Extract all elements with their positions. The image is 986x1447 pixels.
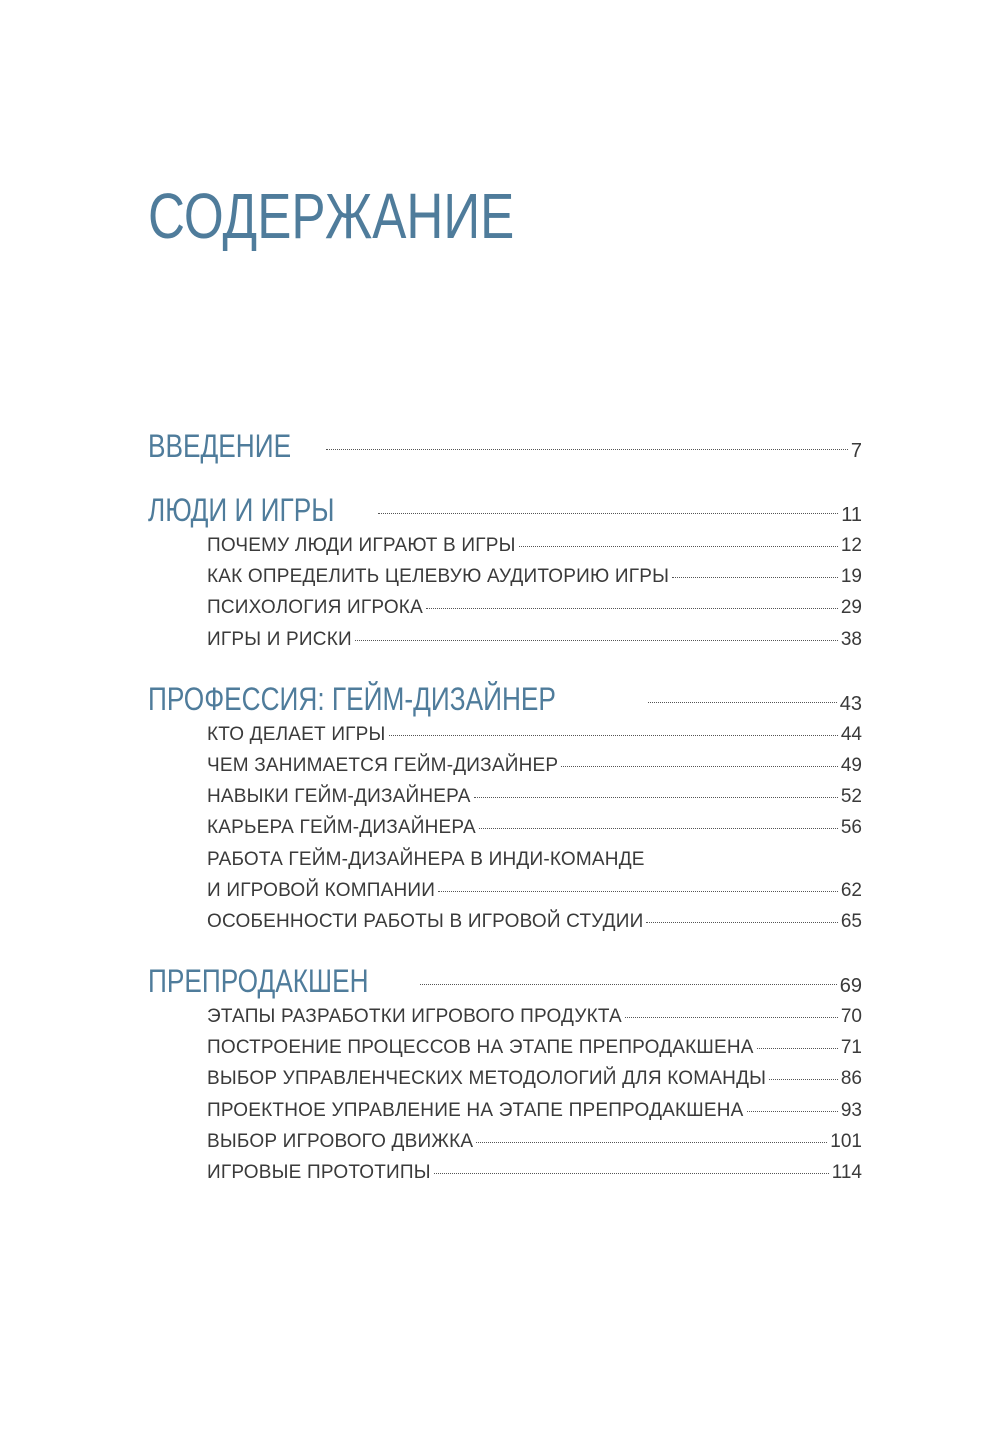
dot-leader	[326, 449, 848, 450]
toc-section-introduction	[148, 426, 862, 466]
toc-item[interactable]	[148, 1157, 862, 1188]
toc-item-label: И ИГРОВОЙ КОМПАНИИ	[207, 879, 436, 901]
toc-item[interactable]	[148, 1126, 862, 1157]
toc-item-first-line[interactable]	[148, 844, 862, 875]
toc-item[interactable]	[148, 530, 862, 561]
toc-chapter[interactable]	[148, 961, 862, 1001]
toc-section-people-and-games	[148, 490, 862, 655]
toc-page-number: 114	[831, 1162, 862, 1183]
page-title: СОДЕРЖАНИЕ	[148, 180, 515, 252]
toc-item-label: ЧЕМ ЗАНИМАЕТСЯ ГЕЙМ-ДИЗАЙНЕР	[207, 754, 559, 776]
table-of-contents	[148, 426, 862, 1212]
toc-item[interactable]	[148, 624, 862, 655]
toc-page-number: 101	[830, 1130, 862, 1152]
dot-leader	[420, 984, 837, 985]
toc-item-label: ПОСТРОЕНИЕ ПРОЦЕССОВ НА ЭТАПЕ ПРЕПРОДАКШЕНА	[207, 1037, 754, 1059]
toc-page-number: 71	[840, 1037, 862, 1059]
toc-item-label: КТО ДЕЛАЕТ ИГРЫ	[207, 723, 386, 745]
toc-page-number: 65	[840, 910, 862, 932]
toc-item[interactable]	[148, 781, 862, 812]
toc-item[interactable]	[148, 750, 862, 781]
dot-leader	[648, 702, 836, 703]
toc-item-label: ВЫБОР УПРАВЛЕНЧЕСКИХ МЕТОДОЛОГИЙ ДЛЯ КОМАНДЫ	[207, 1068, 767, 1090]
toc-page-number: 70	[840, 1006, 862, 1028]
dot-leader	[757, 1048, 838, 1049]
toc-page-number: 86	[840, 1068, 862, 1090]
toc-chapter-label: ЛЮДИ И ИГРЫ	[148, 492, 335, 528]
toc-page-number: 93	[840, 1099, 862, 1121]
toc-item[interactable]	[148, 561, 862, 592]
toc-item[interactable]	[148, 1001, 862, 1032]
toc-page-number: 69	[839, 975, 862, 998]
toc-item-label: РАБОТА ГЕЙМ-ДИЗАЙНЕРА В ИНДИ-КОМАНДЕ	[207, 848, 645, 870]
toc-page-number: 43	[839, 692, 862, 715]
dot-leader	[479, 828, 838, 829]
toc-page-number: 49	[840, 754, 862, 776]
dot-leader	[378, 513, 838, 514]
toc-page-number: 11	[841, 504, 862, 526]
toc-item-label: ИГРЫ И РИСКИ	[207, 628, 352, 650]
dot-leader	[434, 1173, 829, 1174]
dot-leader	[769, 1079, 838, 1080]
toc-chapter-label: ПРОФЕССИЯ: ГЕЙМ-ДИЗАЙНЕР	[148, 680, 556, 717]
toc-chapter-label: ПРЕПРОДАКШЕН	[148, 963, 369, 1000]
toc-chapter-label: ВВЕДЕНИЕ	[148, 428, 292, 464]
toc-page-number: 38	[840, 628, 862, 650]
dot-leader	[672, 577, 838, 578]
toc-page-number: 19	[840, 566, 862, 588]
toc-item-label: ПРОЕКТНОЕ УПРАВЛЕНИЕ НА ЭТАПЕ ПРЕПРОДАКШЕНА	[207, 1099, 744, 1121]
dot-leader	[519, 546, 838, 547]
toc-section-profession	[148, 679, 862, 937]
toc-item-label: ПОЧЕМУ ЛЮДИ ИГРАЮТ В ИГРЫ	[207, 535, 516, 556]
toc-page-number: 56	[840, 817, 862, 839]
toc-item-label: ОСОБЕННОСТИ РАБОТЫ В ИГРОВОЙ СТУДИИ	[207, 910, 644, 932]
toc-page-number: 44	[840, 723, 862, 745]
toc-item-label: ЭТАПЫ РАЗРАБОТКИ ИГРОВОГО ПРОДУКТА	[207, 1006, 622, 1028]
toc-page-number: 12	[840, 535, 862, 556]
toc-item[interactable]	[148, 1095, 862, 1126]
toc-item[interactable]	[148, 875, 862, 906]
dot-leader	[747, 1111, 838, 1112]
toc-item[interactable]	[148, 719, 862, 750]
toc-item[interactable]	[148, 592, 862, 623]
toc-page-number: 7	[850, 440, 862, 462]
toc-item-label: НАВЫКИ ГЕЙМ-ДИЗАЙНЕРА	[207, 786, 471, 808]
toc-item[interactable]	[148, 812, 862, 843]
toc-item-label: КАРЬЕРА ГЕЙМ-ДИЗАЙНЕРА	[207, 817, 476, 839]
toc-item[interactable]	[148, 1032, 862, 1063]
toc-item-label: ВЫБОР ИГРОВОГО ДВИЖКА	[207, 1130, 474, 1152]
dot-leader	[426, 608, 838, 609]
toc-item[interactable]	[148, 1063, 862, 1094]
toc-page-number: 29	[840, 597, 862, 619]
toc-item-label: ПСИХОЛОГИЯ ИГРОКА	[207, 597, 423, 619]
dot-leader	[646, 922, 837, 923]
toc-page-number: 62	[840, 879, 862, 901]
dot-leader	[389, 735, 838, 736]
dot-leader	[625, 1017, 838, 1018]
toc-chapter[interactable]	[148, 679, 862, 719]
toc-section-preproduction	[148, 961, 862, 1188]
toc-chapter[interactable]	[148, 490, 862, 530]
dot-leader	[474, 797, 838, 798]
toc-item[interactable]	[148, 906, 862, 937]
dot-leader	[561, 766, 838, 767]
dot-leader	[476, 1142, 827, 1143]
dot-leader	[355, 640, 838, 641]
toc-item-label: ИГРОВЫЕ ПРОТОТИПЫ	[207, 1162, 431, 1183]
dot-leader	[438, 891, 838, 892]
toc-page-number: 52	[840, 786, 862, 808]
toc-item-label: КАК ОПРЕДЕЛИТЬ ЦЕЛЕВУЮ АУДИТОРИЮ ИГРЫ	[207, 566, 670, 588]
toc-chapter[interactable]	[148, 426, 862, 466]
